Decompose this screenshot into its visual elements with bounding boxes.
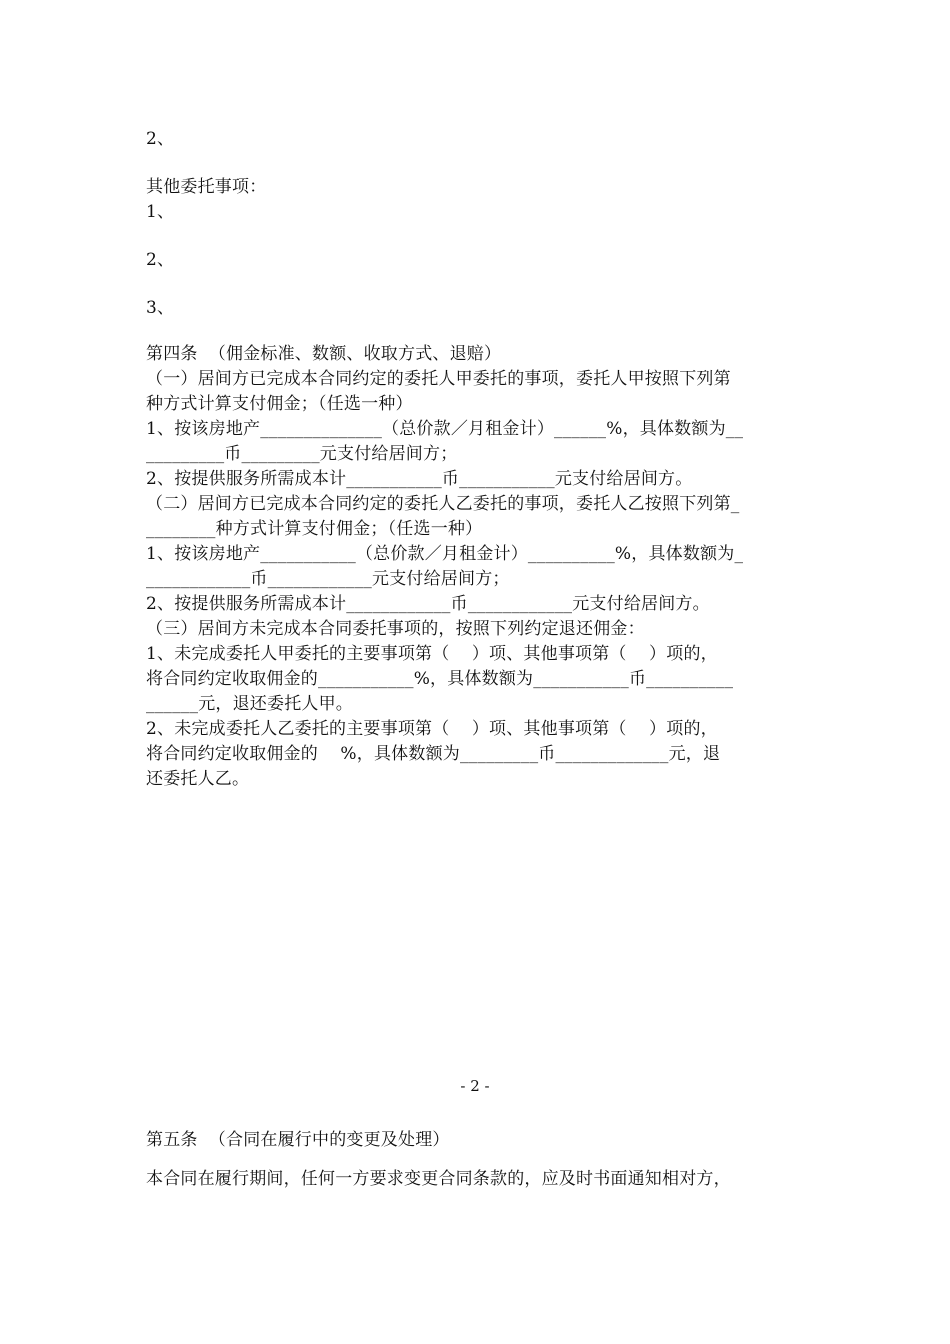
other-matters-heading: 其他委托事项： (146, 177, 267, 197)
article-4-line: 1、按该房地产______________（总价款／月租金计）______%，具体数额为__ (146, 419, 744, 439)
other-matter-2: 2、 (146, 250, 175, 270)
item-2-label: 2、 (146, 129, 175, 149)
other-matter-3: 3、 (146, 298, 175, 318)
article-4-heading: 第四条 （佣金标准、数额、收取方式、退赔） (146, 344, 502, 364)
page-number: - 2 - (460, 1077, 490, 1095)
article-4-line: 将合同约定收取佣金的___________%，具体数额为___________币__________ (146, 669, 734, 689)
article-5-heading: 第五条 （合同在履行中的变更及处理） (146, 1130, 450, 1150)
article-4-line: 2、未完成委托人乙委托的主要事项第（ ）项、其他事项第（ ）项的， (146, 719, 718, 739)
article-4-line: ______元，退还委托人甲。 (146, 694, 353, 714)
article-5-line: 本合同在履行期间，任何一方要求变更合同条款的，应及时书面通知相对方， (146, 1169, 731, 1189)
article-4-line: （一）居间方已完成本合同约定的委托人甲委托的事项，委托人甲按照下列第 (146, 369, 731, 389)
article-4-line: （二）居间方已完成本合同约定的委托人乙委托的事项，委托人乙按照下列第_ (146, 494, 740, 514)
article-4-line: 种方式计算支付佣金；（任选一种） (146, 394, 413, 414)
article-4-line: _________币_________元支付给居间方； (146, 444, 458, 464)
other-matter-1: 1、 (146, 202, 175, 222)
article-4-line: 将合同约定收取佣金的 %，具体数额为_________币_____________元，退 (146, 744, 721, 764)
article-4-line: 还委托人乙。 (146, 769, 250, 789)
article-4-line: 2、按提供服务所需成本计____________币____________元支付给居间方。 (146, 594, 710, 614)
article-4-line: ________种方式计算支付佣金；（任选一种） (146, 519, 483, 539)
article-4-line: ____________币____________元支付给居间方； (146, 569, 510, 589)
article-4-line: 2、按提供服务所需成本计___________币___________元支付给居间方。 (146, 469, 693, 489)
article-4-line: 1、未完成委托人甲委托的主要事项第（ ）项、其他事项第（ ）项的， (146, 644, 718, 664)
article-4-line: （三）居间方未完成本合同委托事项的，按照下列约定退还佣金： (146, 619, 645, 639)
article-4-line: 1、按该房地产___________（总价款／月租金计）__________%，具体数额为_ (146, 544, 744, 564)
